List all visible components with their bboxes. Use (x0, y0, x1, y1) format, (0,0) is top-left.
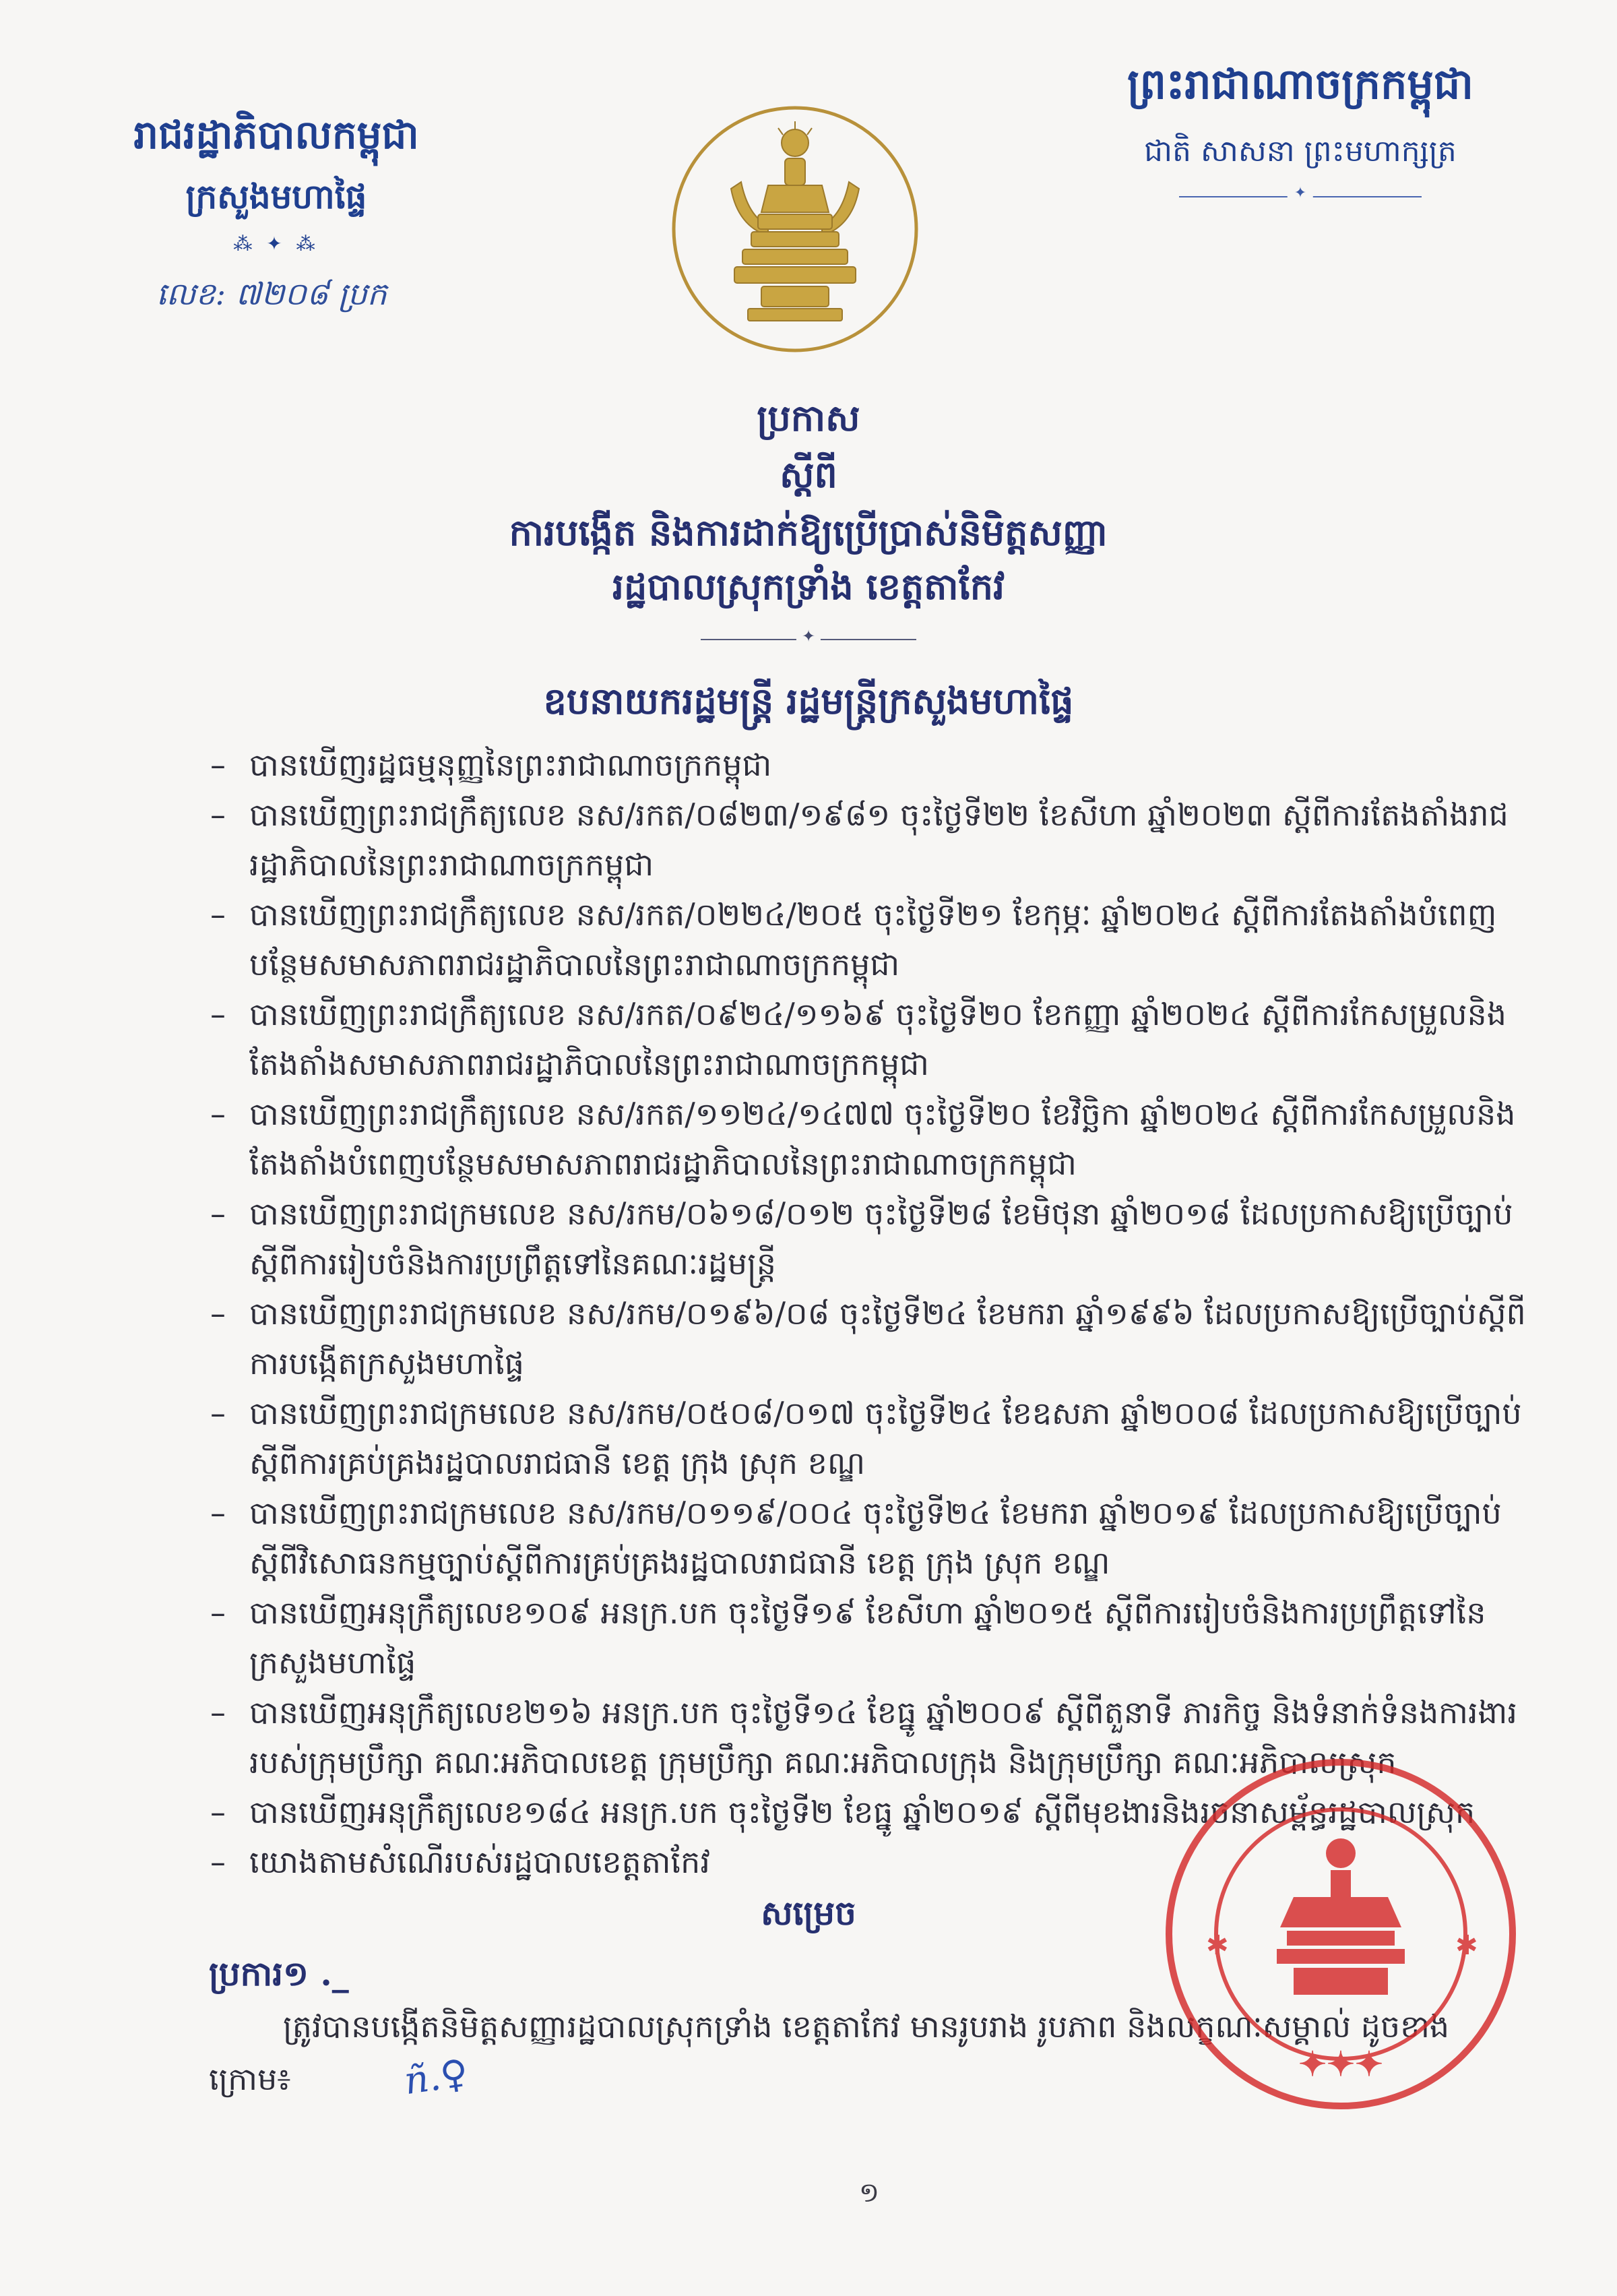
article-1-heading: ប្រការ១ ._ (209, 1954, 349, 1993)
title-block (270, 391, 1348, 728)
handwritten-initials: ñ.♀ (401, 2051, 471, 2104)
decision-heading: សម្រេច (761, 1893, 856, 1933)
royal-emblem-icon (667, 101, 923, 357)
preamble-item: – បានឃើញព្រះរាជក្រមលេខ នស/រកម/០៥០៨/០១៧ ចុះថ្ងៃទី២៤ ខែឧសភា ឆ្នាំ២០០៨ ដែលប្រកាសឱ្យប្រើច្បាប់ស្តីពីការគ្រប់គ្រងរដ្ឋបាលរាជធានី ខេត្ត ក្រុង ស្រុក ខណ្ឌ (202, 1388, 1536, 1488)
motto-divider: ✦ (1179, 190, 1422, 204)
preamble-item: – បានឃើញព្រះរាជក្រឹត្យលេខ នស/រកត/១១២៤/១៤៧៧ ចុះថ្ងៃទី២០ ខែវិច្ឆិកា ឆ្នាំ២០២៤ ស្តីពីការកែសម្រួលនិងតែងតាំងបំពេញបន្ថែមសមាសភាពរាជរដ្ឋាភិបាលនៃព្រះរាជាណាចក្រកម្ពុជា (202, 1089, 1536, 1189)
official-stamp-icon (1159, 1752, 1523, 2116)
ministry-name: ក្រសួងមហាផ្ទៃ (185, 177, 367, 216)
preamble-item: – បានឃើញព្រះរាជក្រមលេខ នស/រកម/០៦១៨/០១២ ចុះថ្ងៃទី២៨ ខែមិថុនា ឆ្នាំ២០១៨ ដែលប្រកាសឱ្យប្រើច្បាប់ស្តីពីការរៀបចំនិងការប្រព្រឹត្តទៅនៃគណៈរដ្ឋមន្ត្រី (202, 1189, 1536, 1289)
preamble-item: – បានឃើញរដ្ឋធម្មនុញ្ញនៃព្រះរាជាណាចក្រកម្ពុជា (202, 740, 1536, 790)
about-label: ស្តីពី (780, 453, 837, 496)
svg-text:✦✦✦: ✦✦✦ (1298, 2044, 1383, 2084)
preamble-item: – បានឃើញព្រះរាជក្រមលេខ នស/រកម/០១១៩/០០៤ ចុះថ្ងៃទី២៤ ខែមករា ឆ្នាំ២០១៩ ដែលប្រកាសឱ្យប្រើច្បាប់ស្តីពីវិសោធនកម្មច្បាប់ស្តីពីការគ្រប់គ្រងរដ្ឋបាលរាជធានី ខេត្ត ក្រុង ស្រុក ខណ្ឌ (202, 1488, 1536, 1588)
national-motto: ជាតិ សាសនា ព្រះមហាក្សត្រ (1144, 134, 1457, 168)
preamble-item: – បានឃើញអនុក្រឹត្យលេខ២១៦ អនក្រ.បក ចុះថ្ងៃទី១៤ ខែធ្នូ ឆ្នាំ២០០៩ ស្តីពីតួនាទី ភារកិច្ច និងទំនាក់ទំនងការងាររបស់ក្រុមប្រឹក្សា គណៈអភិបាលខេត្ត ក្រុមប្រឹក្សា គណៈអភិបាលក្រុង និងក្រុមប្រឹក្សា គណៈអភិបាលស្រុក (202, 1687, 1536, 1787)
preamble-item: – យោងតាមសំណើរបស់រដ្ឋបាលខេត្តតាកែវ (202, 1837, 1536, 1887)
issuer-title: ឧបនាយករដ្ឋមន្ត្រី រដ្ឋមន្ត្រីក្រសួងមហាផ្ទៃ (543, 679, 1074, 722)
reference-number: លេខ: ៧២០៨ ប្រក (156, 276, 387, 312)
article-1-body: ត្រូវបានបង្កើតនិមិត្តសញ្ញារដ្ឋបាលស្រុកទ្រាំង ខេត្តតាកែវ មានរូបរាង រូបភាព និងលក្ខណៈសម្គាល់ ដូចខាងក្រោម៖ (209, 2008, 1450, 2097)
svg-text:✱: ✱ (1206, 1930, 1229, 1961)
page-number: ១ (858, 2177, 880, 2208)
preamble-item: – បានឃើញព្រះរាជក្រឹត្យលេខ នស/រកត/០២២៤/២០៥ ចុះថ្ងៃទី២១ ខែកុម្ភៈ ឆ្នាំ២០២៤ ស្តីពីការតែងតាំងបំពេញបន្ថែមសមាសភាពរាជរដ្ឋាភិបាលនៃព្រះរាជាណាចក្រកម្ពុជា (202, 890, 1536, 989)
subject-line-1: ការបង្កើត និងការដាក់ឱ្យប្រើប្រាស់និមិត្តសញ្ញា (509, 511, 1108, 554)
document-type: ប្រកាស (757, 396, 860, 439)
preamble-item: – បានឃើញអនុក្រឹត្យលេខ១៨៤ អនក្រ.បក ចុះថ្ងៃទី២ ខែធ្នូ ឆ្នាំ២០១៩ ស្តីពីមុខងារនិងរចនាសម្ព័ន្ធរដ្ឋបាលស្រុក (202, 1787, 1536, 1837)
preamble-item: – បានឃើញព្រះរាជក្រមលេខ នស/រកម/០១៩៦/០៨ ចុះថ្ងៃទី២៤ ខែមករា ឆ្នាំ១៩៩៦ ដែលប្រកាសឱ្យប្រើច្បាប់ស្តីពីការបង្កើតក្រសួងមហាផ្ទៃ (202, 1289, 1536, 1388)
right-header (1058, 54, 1543, 204)
title-divider: ✦ (701, 629, 916, 650)
subject-line-2: រដ្ឋបាលស្រុកទ្រាំង ខេត្តតាកែវ (612, 565, 1005, 608)
preamble-item: – បានឃើញព្រះរាជក្រឹត្យលេខ នស/រកត/០៩២៤/១១៦៩ ចុះថ្ងៃទី២០ ខែកញ្ញា ឆ្នាំ២០២៤ ស្តីពីការកែសម្រួលនិងតែងតាំងសមាសភាពរាជរដ្ឋាភិបាលនៃព្រះរាជាណាចក្រកម្ពុជា (202, 989, 1536, 1089)
left-header (101, 108, 451, 257)
kingdom-name: ព្រះរាជាណាចក្រកម្ពុជា (1127, 59, 1473, 108)
svg-text:✱: ✱ (1455, 1930, 1478, 1961)
government-name: រាជរដ្ឋាភិបាលកម្ពុជា (133, 112, 419, 158)
preamble-list (202, 740, 1536, 1887)
ornament-divider: ⁂ ✦ ⁂ (233, 232, 319, 255)
preamble-item: – បានឃើញអនុក្រឹត្យលេខ១០៩ អនក្រ.បក ចុះថ្ងៃទី១៩ ខែសីហា ឆ្នាំ២០១៥ ស្តីពីការរៀបចំនិងការប្រព្រឹត្តទៅនៃក្រសួងមហាផ្ទៃ (202, 1588, 1536, 1687)
preamble-item: – បានឃើញព្រះរាជក្រឹត្យលេខ នស/រកត/០៨២៣/១៩៨១ ចុះថ្ងៃទី២២ ខែសីហា ឆ្នាំ២០២៣ ស្តីពីការតែងតាំងរាជរដ្ឋាភិបាលនៃព្រះរាជាណាចក្រកម្ពុជា (202, 790, 1536, 890)
